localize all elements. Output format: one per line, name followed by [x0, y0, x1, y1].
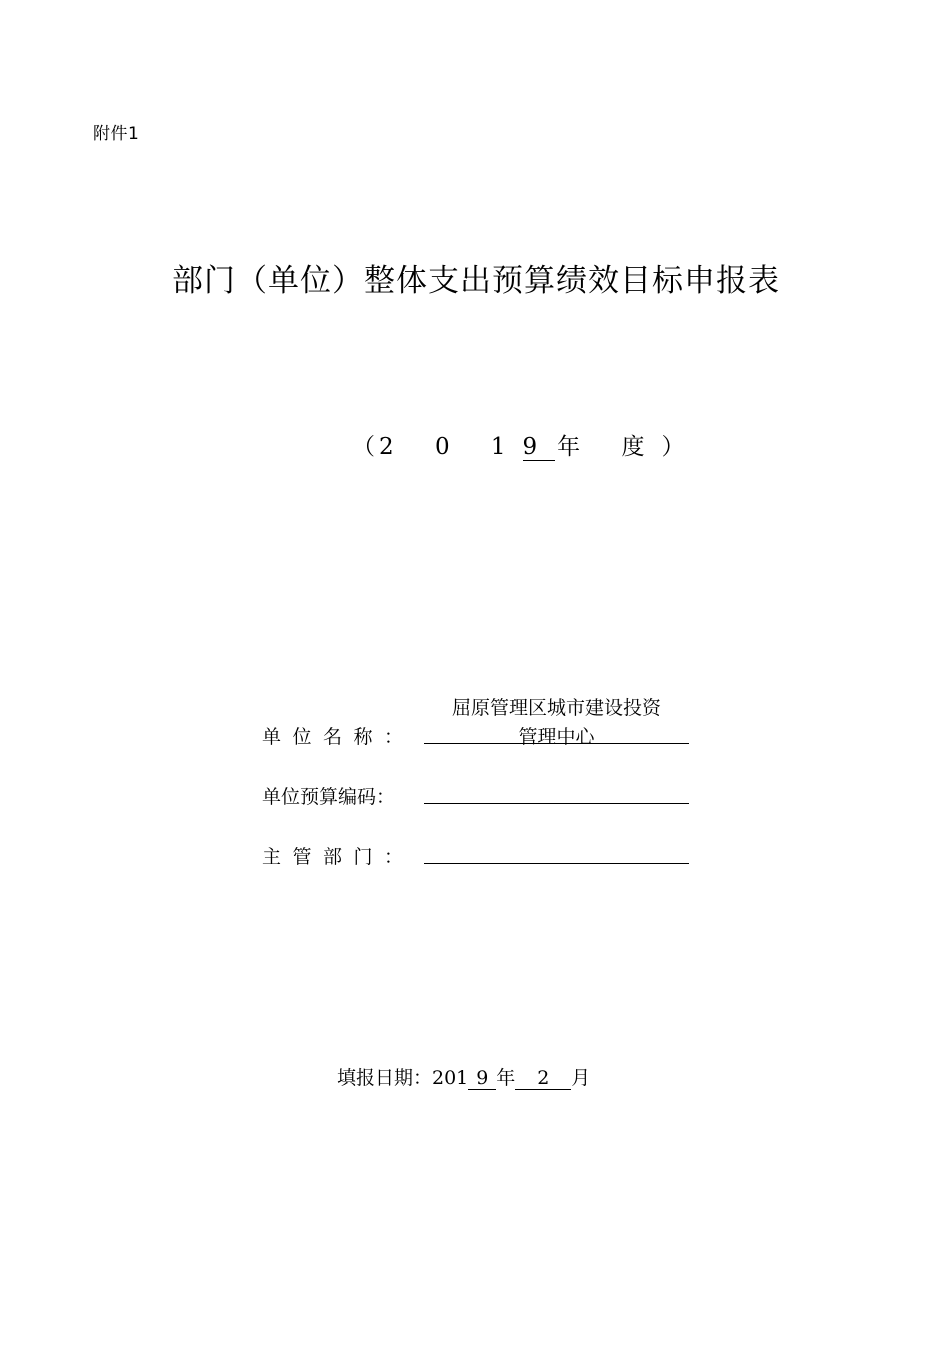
fill-date-month: 2	[515, 1067, 571, 1090]
unit-name-label: 单位名称：	[262, 726, 415, 748]
fill-date-year-digit: 9	[468, 1067, 496, 1090]
fiscal-year-line	[352, 428, 684, 461]
unit-name-underline	[424, 743, 689, 744]
unit-name-value-line1: 屈原管理区城市建设投资	[451, 697, 661, 719]
year-close-paren: ）	[661, 434, 685, 460]
budget-code-underline	[424, 803, 689, 804]
budget-code-label: 单位预算编码：	[262, 786, 396, 808]
form-title: 部门（单位）整体支出预算绩效目标申报表	[172, 263, 780, 299]
attachment-label: 附件1	[93, 124, 140, 144]
fill-date-line	[337, 1063, 590, 1090]
year-digits: 2 0 1	[379, 434, 523, 460]
year-open-paren: （	[352, 434, 375, 460]
supervisor-label: 主管部门：	[262, 846, 415, 868]
fill-date-year-suffix: 年	[496, 1067, 516, 1089]
year-underlined-digit: 9	[523, 434, 556, 461]
fill-date-month-suffix: 月	[571, 1067, 591, 1089]
unit-name-value-line2: 管理中心	[518, 726, 595, 748]
supervisor-underline	[424, 863, 689, 864]
fill-date-label: 填报日期：201	[337, 1067, 469, 1089]
year-suffix: 年 度	[557, 434, 662, 460]
